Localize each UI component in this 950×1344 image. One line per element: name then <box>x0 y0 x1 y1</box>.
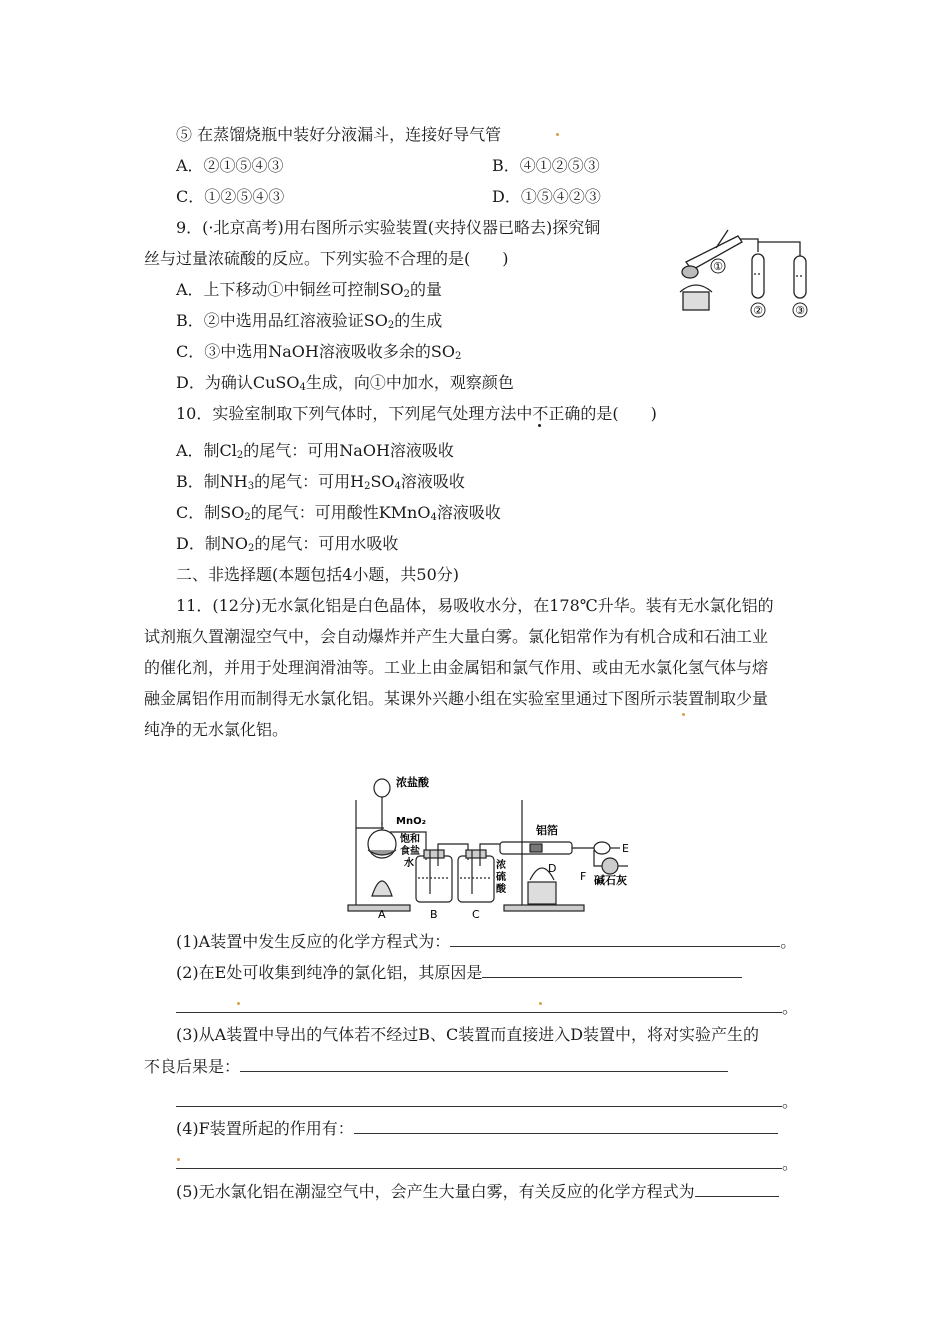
q9-apparatus-figure <box>668 222 818 318</box>
label-conc-hcl: 浓盐酸 <box>396 776 429 789</box>
tube-2 <box>752 254 764 298</box>
q8-option-a: A．②①⑤④③ <box>176 156 284 175</box>
q8-option-d: D．①⑤④②③ <box>492 187 601 206</box>
q9-option-c: C．③中选用NaOH溶液吸收多余的$SO_2$ <box>176 342 462 362</box>
q11-sub3-line1: (3)从A装置中导出的气体若不经过B、C装置而直接进入D装置中，将对实验产生的 <box>176 1025 760 1044</box>
collector-e <box>594 842 610 854</box>
label-c: C <box>472 908 480 920</box>
q11-sub1: (1)A装置中发生反应的化学方程式为： 。 <box>176 932 797 951</box>
answer-blank-2b[interactable] <box>176 996 782 1013</box>
label-conc-1: 浓 <box>496 860 506 871</box>
q10-option-d: D．制$NO_2$的尾气：可用水吸收 <box>176 534 399 554</box>
q8-step5: ⑤ 在蒸馏烧瓶中装好分液漏斗，连接好导气管 <box>176 125 502 144</box>
q11-sub4: (4)F装置所起的作用有： <box>176 1117 778 1140</box>
delivery-tube-2 <box>758 242 800 256</box>
scan-dot <box>682 713 685 716</box>
q10-stem: 10．实验室制取下列气体时，下列尾气处理方法中不 正确的是( ) <box>176 403 657 425</box>
label-f: F <box>580 870 587 883</box>
q11-para-line2: 试剂瓶久置潮湿空气中，会自动爆炸并产生大量白雾。氯化铝常作为有机合成和石油工业 <box>144 627 769 646</box>
q11-apparatus-figure <box>344 770 644 920</box>
burner-a <box>372 881 392 896</box>
copper-wire <box>716 230 728 248</box>
label-b: B <box>430 908 438 920</box>
fig-label-2: ② <box>753 304 763 317</box>
q11-para-line4: 融金属铝作用而制得无水氯化铝。某课外兴趣小组在实验室里通过下图所示装置制取少量 <box>144 689 769 708</box>
burner-flame-bowl <box>680 285 712 292</box>
bottle-c <box>458 856 494 902</box>
tube-1-liquid <box>682 266 698 278</box>
scan-dot <box>539 1002 542 1005</box>
label-e: E <box>622 842 629 855</box>
label-al-foil: 铝箔 <box>536 824 558 837</box>
answer-blank-3a[interactable] <box>240 1055 728 1072</box>
q9-stem-line1: 9．(·北京高考)用右图所示实验装置(夹持仪器已略去)探究铜 <box>176 218 601 237</box>
q11-sub5: (5)无水氯化铝在潮湿空气中，会产生大量白雾，有关反应的化学方程式为 <box>176 1180 779 1203</box>
label-d: D <box>548 862 557 875</box>
q8-option-b: B．④①②⑤③ <box>492 156 600 175</box>
q11-para-line3: 的催化剂，并用于处理润滑油等。工业上由金属铝和氯气作用、或由无水氯化氢气体与熔 <box>144 658 769 677</box>
label-saturated-3: 水 <box>404 858 414 869</box>
q9-stem-line2: 丝与过量浓硫酸的反应。下列实验不合理的是( ) <box>144 249 509 268</box>
q11-sub3-line2: 不良后果是： <box>144 1055 728 1078</box>
bottle-b <box>416 856 452 902</box>
drying-tube-f <box>602 858 618 874</box>
q11-sub2: (2)在E处可收集到纯净的氯化铝，其原因是 <box>176 961 742 984</box>
q10-option-b: B．制$NH_3$的尾气：可用$H_2SO_4$溶液吸收 <box>176 472 465 492</box>
fig-label-1: ① <box>713 260 723 273</box>
q11-para-line1: 11．(12分)无水氯化铝是白色晶体，易吸收水分，在178℃升华。装有无水氯化铝的 <box>176 596 774 615</box>
section-heading: 二、非选择题(本题包括4小题，共50分) <box>176 565 460 584</box>
q11-sub3-cont: 。 <box>176 1090 798 1113</box>
q9-option-a: A．上下移动①中铜丝可控制$SO_2$的量 <box>176 280 443 300</box>
delivery-tube-1 <box>740 239 758 252</box>
answer-blank-3b[interactable] <box>176 1090 782 1107</box>
label-conc-2: 硫 <box>496 872 506 883</box>
emphasis-char: 不 <box>532 404 548 423</box>
scan-dot <box>556 133 559 136</box>
answer-blank-2a[interactable] <box>482 961 742 978</box>
heater-base <box>683 292 709 310</box>
label-soda-lime: 碱石灰 <box>594 874 627 887</box>
q9-option-b: B．②中选用品红溶液验证$SO_2$的生成 <box>176 311 443 331</box>
q8-option-c: C．①②⑤④③ <box>176 187 285 206</box>
label-conc-3: 酸 <box>496 884 506 895</box>
fig-label-3: ③ <box>795 304 805 317</box>
tube-3 <box>794 256 806 298</box>
q10-option-c: C．制$SO_2$的尾气：可用酸性KMnO$_4$溶液吸收 <box>176 503 501 523</box>
separatory-funnel <box>374 779 390 797</box>
scan-dot <box>237 1002 240 1005</box>
label-a: A <box>378 908 386 920</box>
label-saturated-2: 食盐 <box>400 846 420 857</box>
q9-option-d: D．为确认CuSO$_4$生成，向①中加水，观察颜色 <box>176 373 514 393</box>
q10-option-a: A．制$Cl_2$的尾气：可用NaOH溶液吸收 <box>176 441 454 461</box>
answer-blank-4b[interactable] <box>176 1152 782 1169</box>
answer-blank-1[interactable] <box>450 930 780 947</box>
q11-sub2-cont: 。 <box>176 996 798 1019</box>
label-saturated-1: 饱和 <box>400 834 420 845</box>
answer-blank-4a[interactable] <box>354 1117 778 1134</box>
scan-dot <box>177 1158 180 1161</box>
label-mno2: MnO₂ <box>396 816 426 827</box>
answer-blank-5[interactable] <box>695 1180 779 1197</box>
burner-d <box>528 882 556 904</box>
q11-sub4-cont: 。 <box>176 1152 798 1175</box>
q11-para-line5: 纯净的无水氯化铝。 <box>144 720 289 739</box>
